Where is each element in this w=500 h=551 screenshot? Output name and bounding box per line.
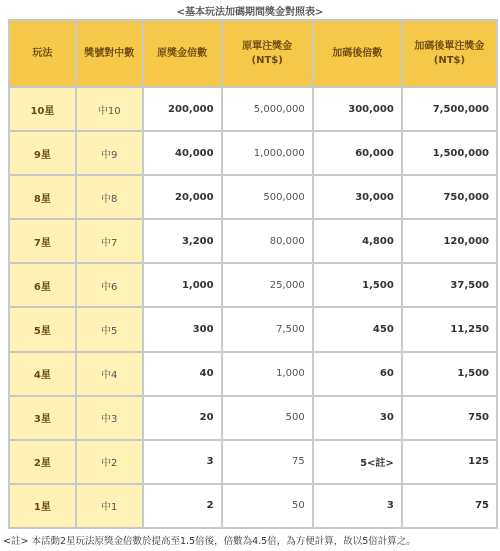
cell-boosted-prize: 125 bbox=[403, 441, 496, 483]
footnote: <註> 本活動2星玩法原獎金倍數於提高至1.5倍後，倍數為4.5倍，為方便計算，故以5倍計算之。 bbox=[3, 536, 416, 547]
cell-multiplier: 40 bbox=[144, 353, 221, 395]
cell-boosted-multiplier: 30,000 bbox=[314, 176, 401, 218]
cell-boosted-prize: 75 bbox=[403, 485, 496, 527]
cell-multiplier: 200,000 bbox=[144, 88, 221, 130]
cell-boosted-multiplier: 60 bbox=[314, 353, 401, 395]
cell-orig-prize: 25,000 bbox=[223, 264, 312, 306]
cell-multiplier: 3,200 bbox=[144, 220, 221, 262]
cell-orig-prize: 50 bbox=[223, 485, 312, 527]
cell-boosted-prize: 750 bbox=[403, 397, 496, 439]
cell-orig-prize: 5,000,000 bbox=[223, 88, 312, 130]
cell-multiplier: 20 bbox=[144, 397, 221, 439]
cell-multiplier: 3 bbox=[144, 441, 221, 483]
cell-match: 中7 bbox=[77, 220, 142, 262]
table-row bbox=[10, 264, 496, 306]
cell-match: 中4 bbox=[77, 353, 142, 395]
cell-orig-prize: 500,000 bbox=[223, 176, 312, 218]
header-boosted-prize: 加碼後單注獎金 (NT$) bbox=[403, 21, 496, 86]
cell-boosted-multiplier: 3 bbox=[314, 485, 401, 527]
header-boosted-multiplier: 加碼後倍數 bbox=[314, 21, 401, 86]
cell-match: 中3 bbox=[77, 397, 142, 439]
cell-match: 中9 bbox=[77, 132, 142, 174]
cell-play: 8星 bbox=[10, 176, 75, 218]
cell-match: 中10 bbox=[77, 88, 142, 130]
header-multiplier: 原獎金倍數 bbox=[144, 21, 221, 86]
table-row bbox=[10, 88, 496, 130]
cell-play: 4星 bbox=[10, 353, 75, 395]
table-row bbox=[10, 308, 496, 350]
cell-multiplier: 2 bbox=[144, 485, 221, 527]
cell-boosted-prize: 11,250 bbox=[403, 308, 496, 350]
cell-orig-prize: 75 bbox=[223, 441, 312, 483]
cell-play: 10星 bbox=[10, 88, 75, 130]
table-row bbox=[10, 397, 496, 439]
cell-play: 9星 bbox=[10, 132, 75, 174]
cell-boosted-prize: 1,500,000 bbox=[403, 132, 496, 174]
cell-match: 中8 bbox=[77, 176, 142, 218]
table-row bbox=[10, 441, 496, 483]
cell-boosted-multiplier: 300,000 bbox=[314, 88, 401, 130]
cell-boosted-multiplier: 450 bbox=[314, 308, 401, 350]
header-play: 玩法 bbox=[10, 21, 75, 86]
cell-play: 1星 bbox=[10, 485, 75, 527]
header-boosted-prize-unit: (NT$) bbox=[433, 54, 466, 66]
cell-boosted-multiplier: 1,500 bbox=[314, 264, 401, 306]
cell-orig-prize: 500 bbox=[223, 397, 312, 439]
cell-orig-prize: 7,500 bbox=[223, 308, 312, 350]
cell-boosted-multiplier: 5<註> bbox=[314, 441, 401, 483]
table-row bbox=[10, 176, 496, 218]
header-orig-prize: 原單注獎金 (NT$) bbox=[223, 21, 312, 86]
cell-match: 中2 bbox=[77, 441, 142, 483]
table-row bbox=[10, 353, 496, 395]
cell-play: 7星 bbox=[10, 220, 75, 262]
cell-boosted-multiplier: 30 bbox=[314, 397, 401, 439]
cell-boosted-prize: 750,000 bbox=[403, 176, 496, 218]
cell-play: 3星 bbox=[10, 397, 75, 439]
cell-boosted-multiplier: 60,000 bbox=[314, 132, 401, 174]
table-header-row bbox=[10, 21, 496, 86]
table-caption: <基本玩法加碼期間獎金對照表> bbox=[176, 7, 324, 18]
cell-boosted-prize: 7,500,000 bbox=[403, 88, 496, 130]
cell-orig-prize: 1,000,000 bbox=[223, 132, 312, 174]
table-row bbox=[10, 485, 496, 527]
cell-orig-prize: 80,000 bbox=[223, 220, 312, 262]
cell-play: 2星 bbox=[10, 441, 75, 483]
cell-multiplier: 20,000 bbox=[144, 176, 221, 218]
prize-comparison-table bbox=[8, 19, 498, 529]
cell-orig-prize: 1,000 bbox=[223, 353, 312, 395]
table-row bbox=[10, 220, 496, 262]
cell-match: 中1 bbox=[77, 485, 142, 527]
cell-match: 中5 bbox=[77, 308, 142, 350]
cell-boosted-prize: 1,500 bbox=[403, 353, 496, 395]
cell-multiplier: 40,000 bbox=[144, 132, 221, 174]
cell-play: 6星 bbox=[10, 264, 75, 306]
cell-boosted-prize: 37,500 bbox=[403, 264, 496, 306]
header-match: 獎號對中數 bbox=[77, 21, 142, 86]
cell-multiplier: 300 bbox=[144, 308, 221, 350]
cell-play: 5星 bbox=[10, 308, 75, 350]
cell-boosted-multiplier: 4,800 bbox=[314, 220, 401, 262]
cell-match: 中6 bbox=[77, 264, 142, 306]
cell-multiplier: 1,000 bbox=[144, 264, 221, 306]
table-row bbox=[10, 132, 496, 174]
cell-boosted-prize: 120,000 bbox=[403, 220, 496, 262]
header-orig-prize-unit: (NT$) bbox=[251, 54, 283, 66]
